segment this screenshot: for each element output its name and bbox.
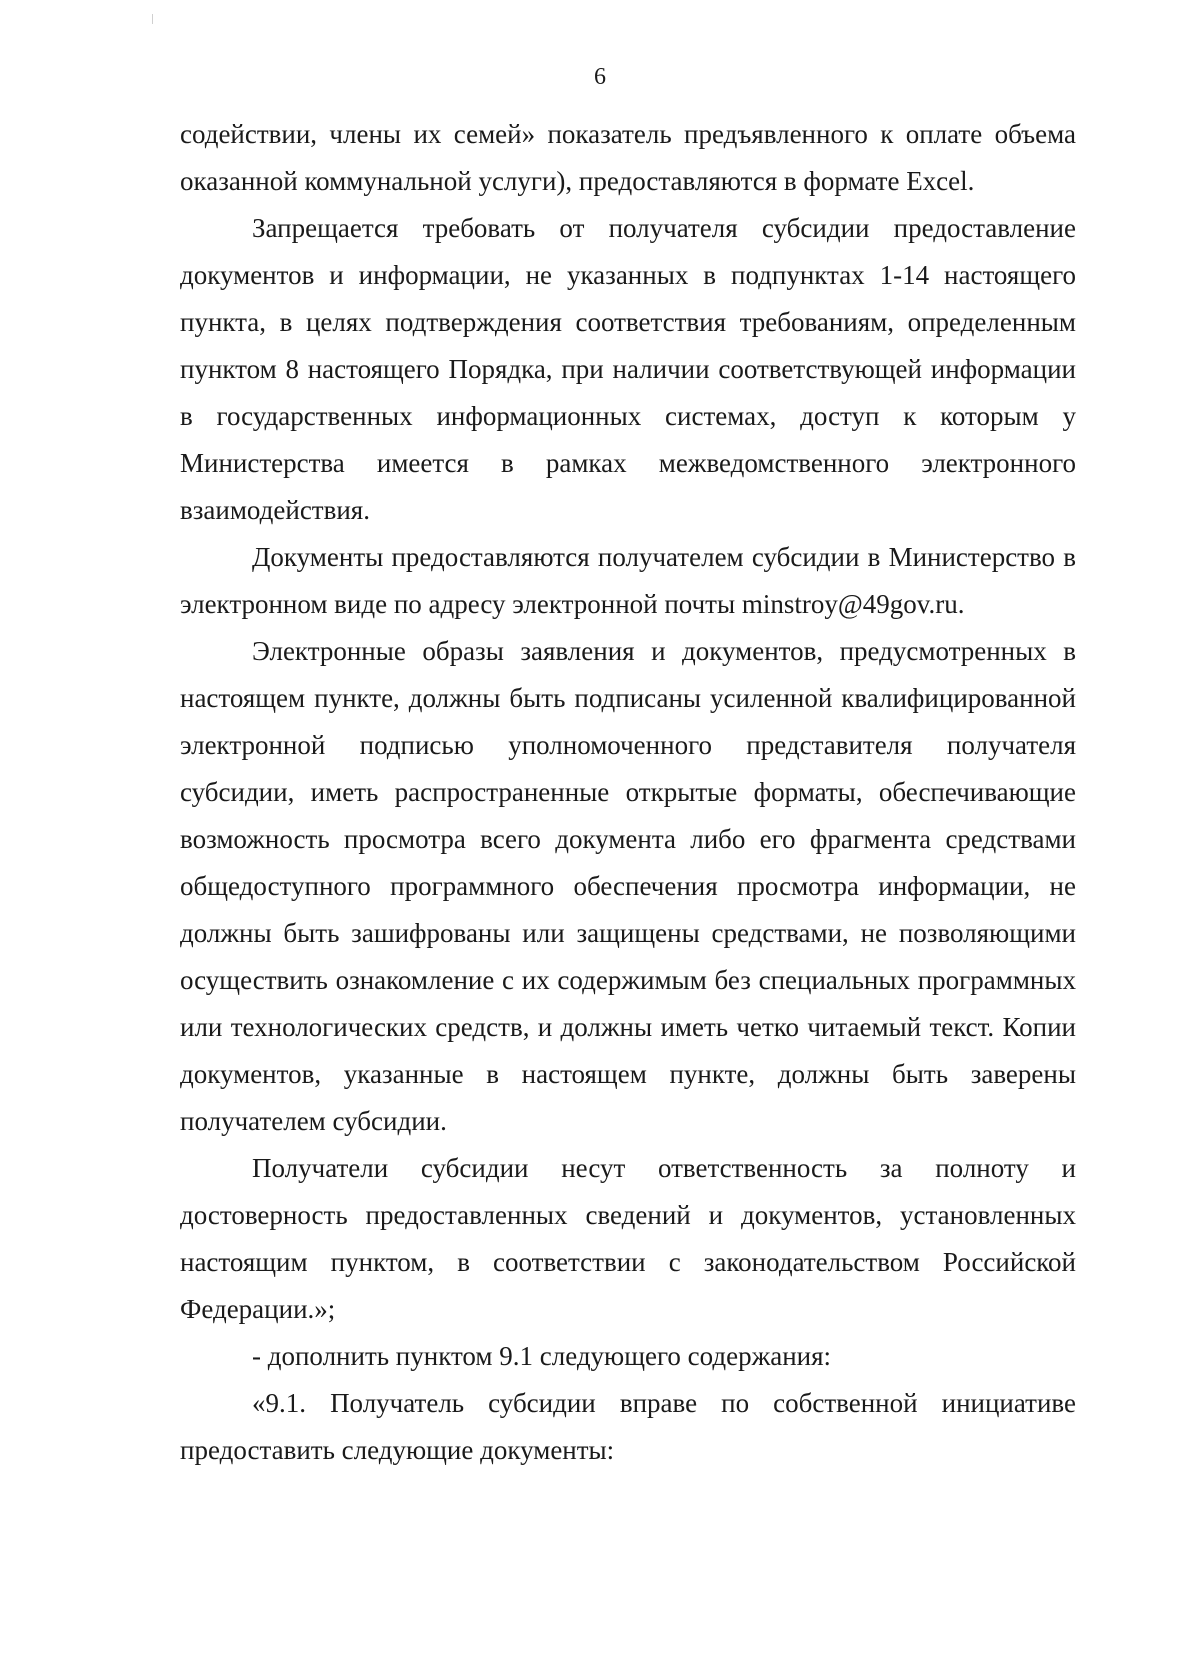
paragraph-continuation: содействии, члены их семей» показатель предъявленного к оплате объема оказанной коммунальной услуги), предоставляются в формате Excel.: [180, 119, 1076, 196]
paragraph-submission: Документы предоставляются получателем субсидии в Министерство в электронном виде по адресу электронной почты minstroy@49gov.ru.: [180, 542, 1076, 619]
page-number: 6: [594, 64, 606, 90]
paragraph-prohibition: Запрещается требовать от получателя субсидии предоставление документов и информации, не указанных в подпунктах 1-14 настоящего пункта, в целях подтверждения соответствия требованиям, определенным пунктом 8 настоящего Порядка, при наличии соответствующей информации в государственных информационных системах, доступ к которым у Министерства имеется в рамках межведомственного электронного взаимодействия.: [180, 213, 1076, 525]
paragraph-electronic-images: Электронные образы заявления и документов, предусмотренных в настоящем пункте, должны быть подписаны усиленной квалифицированной электронной подписью уполномоченного представителя получателя субсидии, иметь распространенные открытые форматы, обеспечивающие возможность просмотра всего документа либо его фрагмента средствами общедоступного программного обеспечения просмотра информации, не должны быть зашифрованы или защищены средствами, не позволяющими осуществить ознакомление с их содержимым без специальных программных или технологических средств, и должны иметь четко читаемый текст. Копии документов, указанные в настоящем пункте, должны быть заверены получателем субсидии.: [180, 636, 1076, 1136]
paragraph-responsibility: Получатели субсидии несут ответственность за полноту и достоверность предоставленных сведений и документов, установленных настоящим пунктом, в соответствии с законодательством Российской Федерации.»;: [180, 1153, 1076, 1324]
paragraph-clause-9-1: «9.1. Получатель субсидии вправе по собственной инициативе предоставить следующие документы:: [180, 1388, 1076, 1465]
paragraph-amendment: - дополнить пунктом 9.1 следующего содержания:: [252, 1341, 832, 1371]
document-body: [180, 111, 1076, 1474]
scan-mark: [152, 14, 153, 24]
